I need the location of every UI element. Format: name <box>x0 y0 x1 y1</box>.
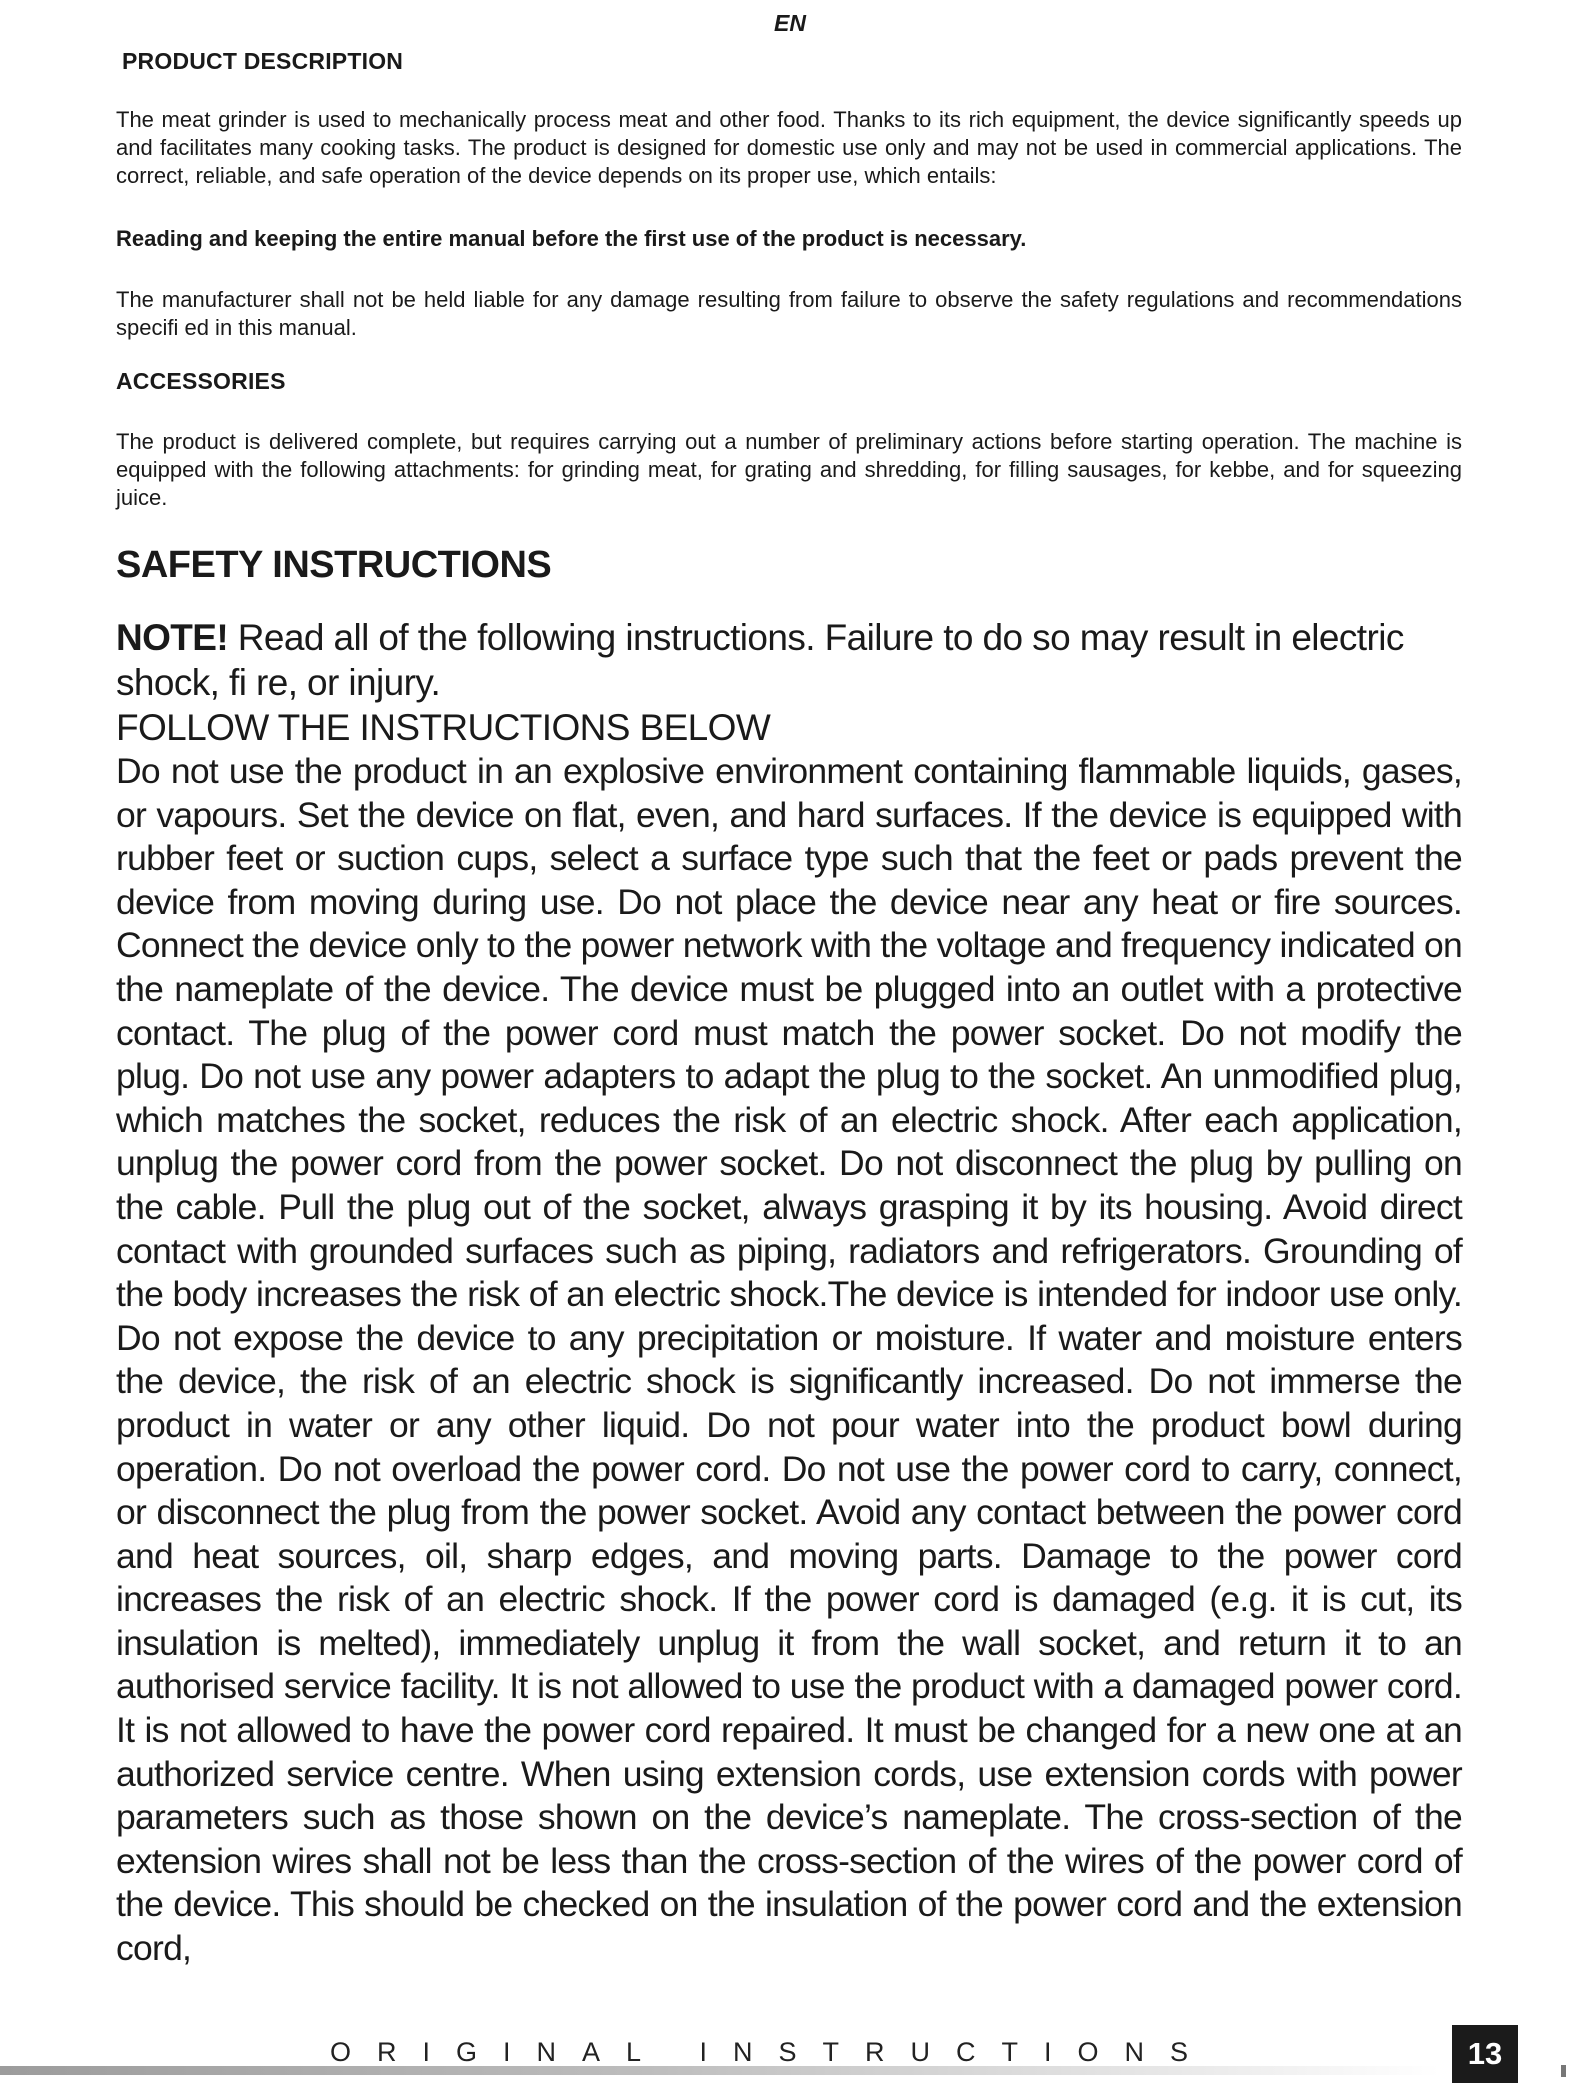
product-description-heading: PRODUCT DESCRIPTION <box>122 48 404 74</box>
accessories-heading: ACCESSORIES <box>116 368 286 394</box>
note-text: Read all of the following instructions. Failure to do so may result in electric shock, fi re, or injury. <box>116 617 1404 703</box>
safety-instructions-heading: SAFETY INSTRUCTIONS <box>116 544 552 586</box>
language-label: EN <box>774 10 806 36</box>
liability-paragraph: The manufacturer shall not be held liable for any damage resulting from failure to observe the safety regulations and recommendations specifi ed in this manual. <box>116 287 1462 340</box>
safety-body-text: Do not use the product in an explosive environment containing flammable liquids, gases, or vapours. Set the device on flat, even, and hard surfaces. If the device is equipped with rubber feet or suction cups, select a surface type such that the feet or pads prevent the device from moving during use. Do not place the device near any heat or fire sources. Connect the device only to the power network with the voltage and frequency indicated on the nameplate of the device. The device must be plugged into an outlet with a protective contact. The plug of the power cord must match the power socket. Do not modify the plug. Do not use any power adapters to adapt the plug to the socket. An unmodified plug, which matches the socket, reduces the risk of an electric shock. After each application, unplug the power cord from the power socket. Do not disconnect the plug by pulling on the cable. Pull the plug out of the socket, always grasping it by its housing. Avoid direct contact with grounded surfaces such as piping, radiators and refrigerators. Grounding of the body increases the risk of an electric shock.The device is intended for indoor use only. Do not expose the device to any precipitation or moisture. If water and moisture enters the device, the risk of an electric shock is significantly increased. Do not immerse the product in water or any other liquid. Do not pour water into the product bowl during operation. Do not overload the power cord. Do not use the power cord to carry, connect, or disconnect the plug from the power socket. Avoid any contact between the power cord and heat sources, oil, sharp edges, and moving parts. Damage to the power cord increases the risk of an electric shock. If the power cord is damaged (e.g. it is cut, its insulation is melted), immediately unplug it from the wall socket, and return it to an authorised service facility. It is not allowed to use the product with a damaged power cord. It is not allowed to have the power cord repaired. It must be changed for a new one at an authorized service centre. When using extension cords, use extension cords with power parameters such as those shown on the device’s nameplate. The cross-section of the extension wires shall not be less than the cross-section of the wires of the power cord of the device. This should be checked on the insulation of the power cord and the extension cord, <box>116 751 1462 1969</box>
safety-note <box>116 615 1462 705</box>
accessories-paragraph: The product is delivered complete, but requires carrying out a number of preliminary actions before starting operation. The machine is equipped with the following attachments: for grinding meat, for grating and shredding, for filling sausages, for kebbe, and for squeezing juice. <box>116 429 1462 510</box>
follow-instructions-line: FOLLOW THE INSTRUCTIONS BELOW <box>116 707 771 748</box>
product-description-paragraph: The meat grinder is used to mechanically process meat and other food. Thanks to its rich equipment, the device significantly speeds up and facilitates many cooking tasks. The product is designed for domestic use only and may not be used in commercial applications. The correct, reliable, and safe operation of the device depends on its proper use, which entails: <box>116 107 1462 188</box>
manual-reading-note: Reading and keeping the entire manual before the first use of the product is necessary. <box>116 226 1027 251</box>
page-content <box>116 48 1462 1971</box>
page-number: 13 <box>1452 2025 1518 2083</box>
note-label: NOTE! <box>116 617 229 658</box>
footer-original-instructions: ORIGINAL INSTRUCTIONS <box>330 2037 1215 2067</box>
corner-mark <box>1561 2065 1566 2077</box>
